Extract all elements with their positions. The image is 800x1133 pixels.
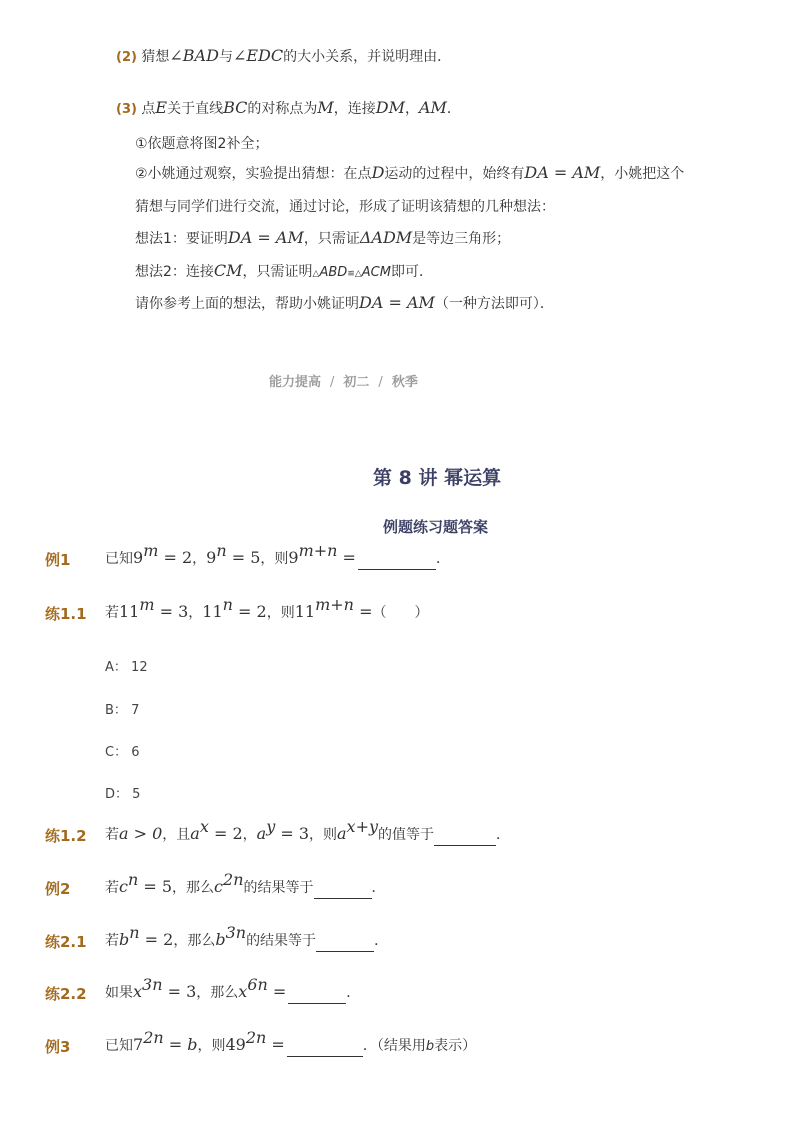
question-label: 例3 [45, 1038, 71, 1056]
option-a[interactable]: A： 12 [105, 660, 148, 675]
instruction-text: 请你参考上面的想法，帮助小姚证明DA = AM（一种方法即可）． [135, 293, 554, 312]
question-label: 练1.2 [45, 827, 87, 845]
question-label: 练1.1 [45, 605, 87, 623]
question-label: 例1 [45, 551, 71, 569]
question-part-2: (2) 猜想∠BAD与∠EDC的大小关系，并说明理由． [116, 46, 452, 65]
question-text: 若a > 0，且$a^x = 2$，$a^y = 3$，则$a^{x+y}$的值等于 ． [105, 824, 510, 846]
part-number: (3) [116, 102, 137, 117]
option-c[interactable]: C： 6 [105, 745, 140, 760]
option-b[interactable]: B： 7 [105, 703, 140, 718]
question-part-3: (3) 点E关于直线BC的对称点为M，连接DM，AM． [116, 98, 461, 117]
question-text: 若$b^n = 2$，那么$b^{3n}$的结果等于 ． [105, 930, 388, 952]
idea-1-text: 想法1：要证明DA = AM，只需证ΔADM是等边三角形； [135, 228, 511, 247]
idea-2-text: 想法2：连接CM，只需证明△ABD≌△ACM即可． [135, 261, 433, 280]
answer-blank[interactable] [316, 935, 374, 952]
question-text: 若$11^m = 3$，$11^n = 2$，则$11^{m+n}$ =（ ） [105, 595, 429, 621]
answer-blank[interactable] [358, 553, 436, 570]
part-number: (2) [116, 50, 137, 65]
option-d[interactable]: D： 5 [105, 787, 141, 802]
answer-blank[interactable] [288, 987, 346, 1004]
question-text: 如果$x^{3n} = 3$，那么$x^{6n}$ = ． [105, 982, 360, 1004]
section-subtitle: 例题练习题答案 [383, 518, 489, 536]
question-label: 练2.1 [45, 933, 87, 951]
lecture-title: 第 8 讲 幂运算 [373, 467, 502, 489]
step-1-text: ①依题意将图2补全； [135, 136, 269, 152]
step-2-text: ②小姚通过观察，实验提出猜想：在点D运动的过程中，始终有DA = AM，小姚把这个 [135, 163, 685, 182]
question-text: 若$c^n = 5$，那么$c^{2n}$的结果等于 ． [105, 877, 386, 899]
question-label: 例2 [45, 880, 71, 898]
answer-blank[interactable] [434, 829, 496, 846]
step-2-continued: 猜想与同学们进行交流，通过讨论，形成了证明该猜想的几种想法： [135, 199, 555, 215]
answer-blank[interactable] [287, 1040, 363, 1057]
page-footer-breadcrumb: 能力提高 / 初二 / 秋季 [269, 375, 418, 390]
question-label: 练2.2 [45, 985, 87, 1003]
question-text: 已知$7^{2n} = b$，则$49^{2n}$ = ．（结果用b表示） [105, 1035, 476, 1057]
question-text: 已知$9^m = 2$，$9^n = 5$，则$9^{m+n}$ = ． [105, 548, 450, 570]
answer-blank[interactable] [314, 882, 372, 899]
